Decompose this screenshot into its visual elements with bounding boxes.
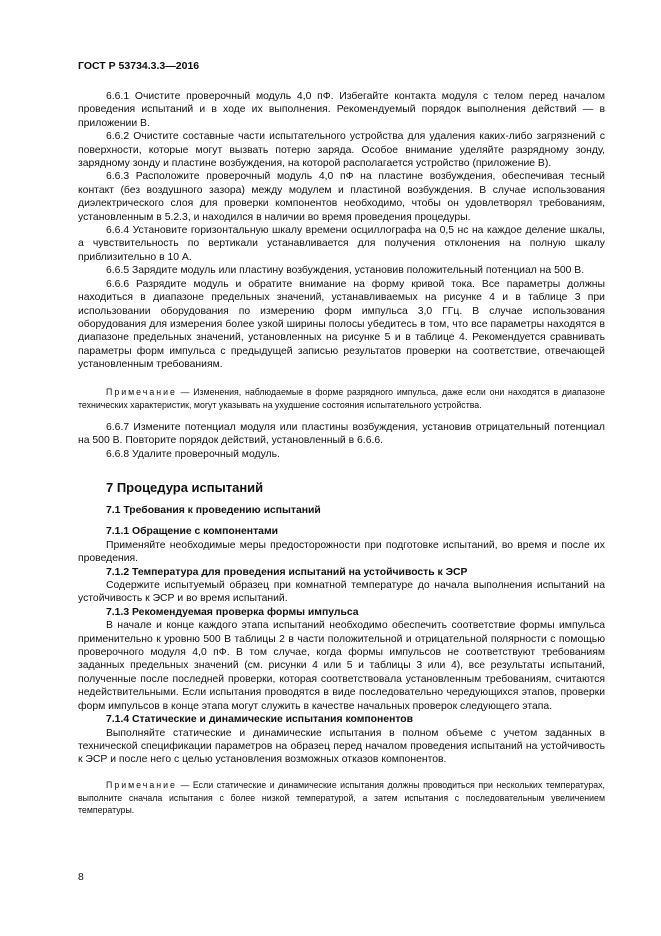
note-label: Примечание: [106, 780, 177, 790]
subsection-title-7-1: 7.1 Требования к проведению испытаний: [106, 505, 321, 516]
heading-7-1-3: 7.1.3 Рекомендуемая проверка формы импульса: [106, 606, 359, 618]
document-header: ГОСТ Р 53734.3.3—2016: [78, 60, 200, 72]
note-2: [78, 779, 605, 817]
paragraph-7-1-1: Применяйте необходимые меры предосторожности при подготовке испытаний, во время и после их проведения.: [78, 539, 605, 565]
note-text: — Если статические и динамические испытания должны проводиться при нескольких температурах, выполните сначала испытания с более низкой температурой, а затем испытания с последовательным увеличением температуры.: [78, 780, 605, 816]
note-text: — Изменения, наблюдаемые в форме разрядного импульса, даже если они находятся в диапазоне технических характеристик, могут указывать на ухудшение состояния испытательного устройства.: [78, 387, 605, 410]
section-7: [78, 480, 605, 767]
paragraph-6-6-1: 6.6.1 Очистите проверочный модуль 4,0 пФ. Избегайте контакта модуля с телом перед началом проведения испытаний и в ходе их выполнения. Рекомендуемый порядок выполнения действий — в приложении В.: [78, 91, 605, 129]
paragraph-6-6-8: 6.6.8 Удалите проверочный модуль.: [106, 448, 280, 460]
note-1: [78, 386, 605, 411]
paragraph-6-6-7: 6.6.7 Измените потенциал модуля или пластины возбуждения, установив отрицательный потенциал на 500 В. Повторите порядок действий, установленный в 6.6.6.: [78, 422, 605, 447]
paragraph-7-1-2: Содержите испытуемый образец при комнатной температуре до начала выполнения испытаний на устойчивость к ЭСР и во время испытаний.: [78, 580, 605, 605]
heading-7-1-2: 7.1.2 Температура для проведения испытаний на устойчивость к ЭСР: [106, 566, 468, 578]
section-title: 7 Процедура испытаний: [106, 480, 264, 495]
section-6-6-part2: [78, 421, 605, 461]
paragraph-6-6-6: 6.6.6 Разрядите модуль и обратите внимание на форму кривой тока. Все параметры должны находиться в диапазоне предельных значений, устанавливаемых на рисунке 4 и в таблице 3 при использовании оборудования по измерению форм импульса 3,0 ГГц. В случае использования оборудования для измерения более узкой ширины полосы убедитесь в том, что все параметры находятся в диапазоне предельных значений, установленных на рисунке 5 и в таблице 4. Рекомендуется сравнивать параметры форм импульса с предыдущей записью результатов проверки на соответствие, отвечающей установленным требованиям.: [78, 278, 605, 371]
paragraph-6-6-5: 6.6.5 Зарядите модуль или пластину возбуждения, установив положительный потенциал на 500 В.: [106, 265, 585, 277]
heading-7-1-4: 7.1.4 Статические и динамические испытания компонентов: [106, 714, 414, 726]
paragraph-6-6-2: 6.6.2 Очистите составные части испытательного устройства для удаления каких-либо загрязнений с поверхности, которые могут вызвать потерю заряда. Особое внимание уделяйте разрядному зонду, зарядному зонду и пластине возбуждения, на которой располагается устройство (приложение В).: [78, 131, 605, 170]
paragraph-6-6-4: 6.6.4 Установите горизонтальную шкалу времени осциллографа на 0,5 нс на каждое деление шкалы, а чувствительность по вертикали устанавливается для получения отклонения на полную шкалу приблизительно в 10 А.: [78, 225, 605, 263]
heading-7-1-1: 7.1.1 Обращение с компонентами: [106, 526, 279, 538]
paragraph-6-6-3: 6.6.3 Расположите проверочный модуль 4,0 пФ на пластине возбуждения, обеспечивая тесный контакт (без воздушного зазора) между модулем и пластиной возбуждения. В случае использования диэлектрического слоя для проверки компонентов необходимо, чтобы он удовлетворял требованиям, установленным в 5.2.3, и находился в наличии во время проведения процедуры.: [78, 171, 605, 223]
section-6-6-part1: [78, 90, 605, 372]
paragraph-7-1-3: В начале и конце каждого этапа испытаний необходимо обеспечить соответствие формы импульса применительно к уровню 500 В таблицы 2 в части положительной и отрицательной полярности с помощью проверочного модуля 4,0 пФ. В том случае, когда формы импульсов не соответствуют требованиям заданных предельных значений (см. рисунки 4 или 5 и таблицы 3 или 4), все результаты испытаний, полученные после последней проверки, которая соответствовала установленным требованиям, считаются недействительными. Если испытания проводятся в виде последовательно чередующихся этапов, проверки форм импульсов в конце этапа могут служить в качестве начальных проверок следующего этапа.: [78, 620, 605, 712]
paragraph-7-1-4: Выполняйте статические и динамические испытания в полном объеме с учетом заданных в технической спецификации параметров на образец перед началом проведения испытаний на устойчивость к ЭСР и после него с целью установления возможных отказов компонентов.: [78, 727, 605, 766]
note-label: Примечание: [106, 387, 177, 397]
page-number: 8: [78, 872, 84, 883]
